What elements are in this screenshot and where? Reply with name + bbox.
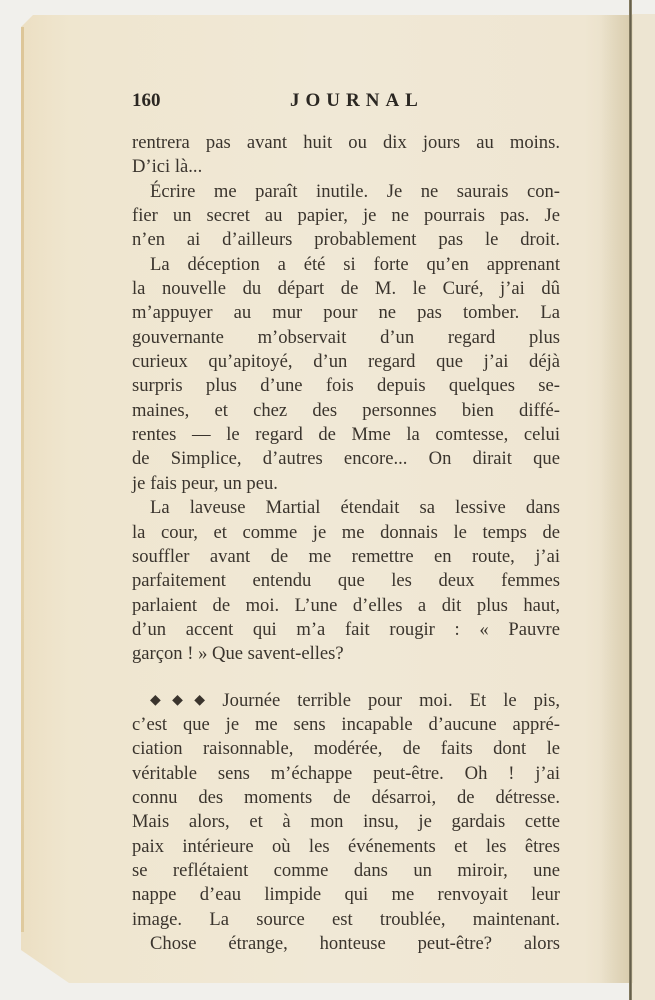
text-line: véritable sens m’échappe peut-être. Oh ! j’ai	[132, 762, 560, 784]
running-head	[132, 90, 562, 116]
text-line: Chose étrange, honteuse peut-être? alors	[150, 933, 560, 954]
text-line: curieux qu’apitoyé, d’un regard que j’ai déjà	[132, 351, 560, 373]
text-line: m’appuyer au mur pour ne pas tomber. La	[132, 302, 560, 324]
text-line: nappe d’eau limpide qui me renvoyait leur	[132, 884, 560, 906]
text-line: garçon ! » Que savent-elles?	[132, 643, 344, 665]
section-ornament-icon: ◆◆◆	[150, 692, 217, 708]
text-line: gouvernante m’observait d’un regard plus	[132, 326, 560, 348]
text-line: souffler avant de me remettre en route, j’ai	[132, 545, 560, 567]
text-line: Mais alors, et à mon insu, je gardais cette	[132, 811, 560, 833]
text-line: maines, et chez des personnes bien diffé-	[132, 399, 560, 421]
gutter-shadow	[600, 15, 630, 983]
text-line: c’est que je me sens incapable d’aucune appré-	[132, 713, 560, 735]
text-line: parlaient de moi. L’une d’elles a dit plus haut,	[132, 594, 560, 616]
page-number: 160	[132, 90, 161, 111]
text-line: La laveuse Martial étendait sa lessive dans	[150, 497, 560, 519]
text-line: Écrire me paraît inutile. Je ne saurais con-	[150, 180, 560, 202]
text-line: je fais peur, un peu.	[132, 472, 278, 494]
text-line: se reflétaient comme dans un miroir, une	[132, 859, 560, 881]
body-text	[132, 131, 560, 956]
text-line: La déception a été si forte qu’en apprenant	[150, 253, 560, 275]
text-line: D’ici là...	[132, 156, 203, 178]
text-line: image. La source est troublée, maintenant.	[132, 908, 560, 930]
text-line: rentrera pas avant huit ou dix jours au moins.	[132, 132, 560, 153]
text-line: paix intérieure où les événements et les êtres	[132, 835, 560, 857]
section-break	[132, 667, 560, 689]
text-line: de Simplice, d’autres encore... On dirait que	[132, 448, 560, 470]
text-line: rentes — le regard de Mme la comtesse, celui	[132, 424, 560, 446]
text-line: surpris plus d’une fois depuis quelques se-	[132, 375, 560, 397]
text-line: ciation raisonnable, modérée, de faits dont le	[132, 738, 560, 760]
text-line: la cour, et comme je me donnais le temps de	[132, 521, 560, 543]
text-line: la nouvelle du départ de M. le Curé, j’ai dû	[132, 278, 560, 300]
book-spine	[629, 0, 632, 1000]
running-title: JOURNAL	[290, 90, 424, 111]
text-line: Journée terrible pour moi. Et le pis,	[222, 689, 560, 711]
text-line: parfaitement entendu que les deux femmes	[132, 570, 560, 592]
text-line: fier un secret au papier, je ne pourrais pas. Je	[132, 205, 560, 227]
page-edge-stain	[21, 27, 24, 932]
facing-page-edge	[632, 14, 655, 1000]
text-line: d’un accent qui m’a fait rougir : « Pauvre	[132, 618, 560, 640]
text-line: n’en ai d’ailleurs probablement pas le droit.	[132, 229, 560, 251]
entry-first-line	[132, 689, 560, 713]
text-line: connu des moments de désarroi, de détresse.	[132, 786, 560, 808]
